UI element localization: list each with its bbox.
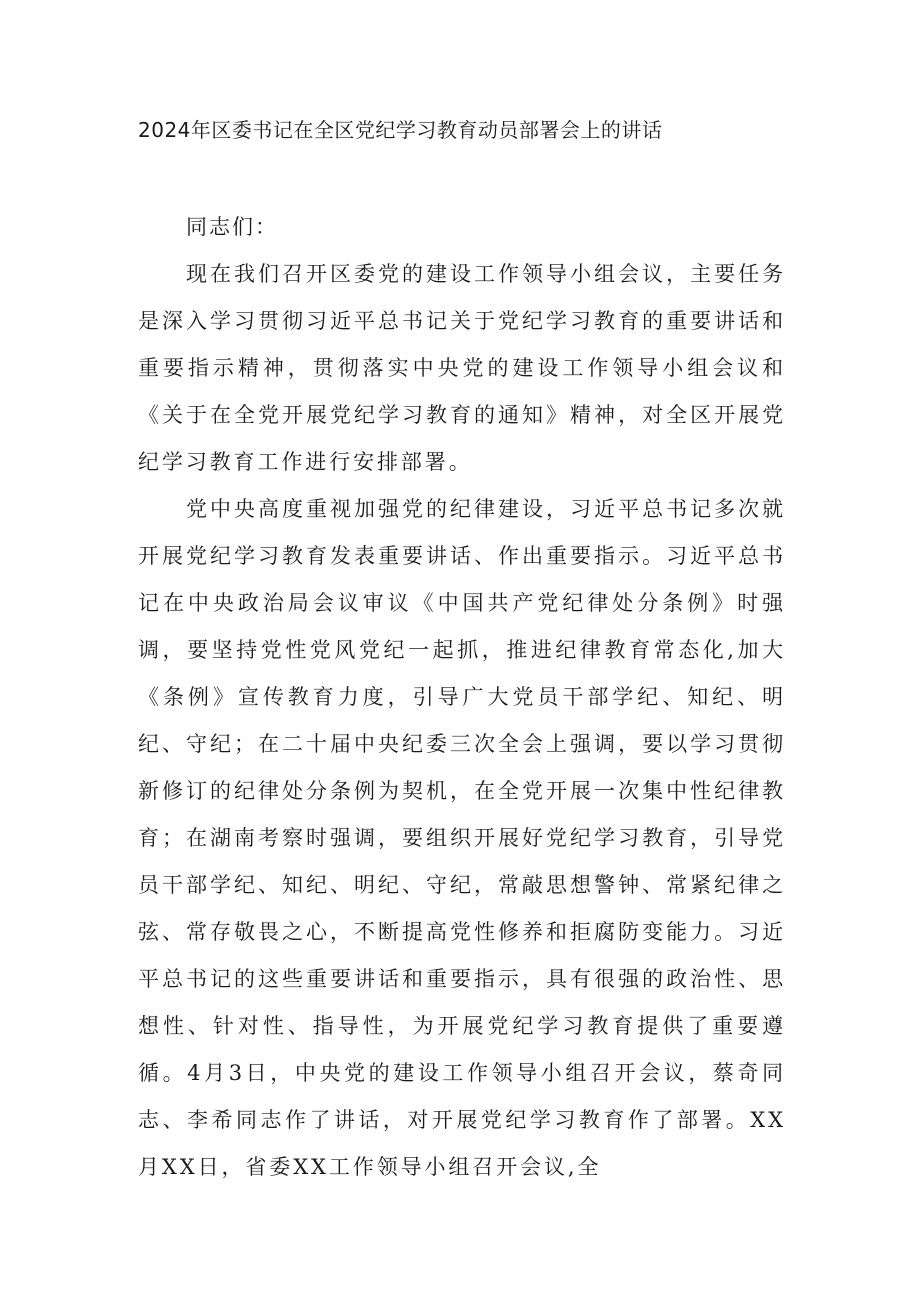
- paragraph-2: 党中央高度重视加强党的纪律建设，习近平总书记多次就开展党纪学习教育发表重要讲话、作出重要指示。习近平总书记在中央政治局会议审议《中国共产党纪律处分条例》时强调，要坚持党性党风党纪一起抓，推进纪律教育常态化,加大《条例》宣传教育力度，引导广大党员干部学纪、知纪、明纪、守纪；在二十届中央纪委三次全会上强调，要以学习贯彻新修订的纪律处分条例为契机，在全党开展一次集中性纪律教育；在湖南考察时强调，要组织开展好党纪学习教育，引导党员干部学纪、知纪、明纪、守纪，常敲思想警钟、常紧纪律之弦、常存敬畏之心，不断提高党性修养和拒腐防变能力。习近平总书记的这些重要讲话和重要指示，具有很强的政治性、思想性、针对性、指导性，为开展党纪学习教育提供了重要遵循。4月3日，中央党的建设工作领导小组召开会议，蔡奇同志、李希同志作了讲话，对开展党纪学习教育作了部署。XX月XX日，省委XX工作领导小组召开会议,全: [138, 497, 786, 1179]
- paragraph-1: 现在我们召开区委党的建设工作领导小组会议，主要任务是深入学习贯彻习近平总书记关于党纪学习教育的重要讲话和重要指示精神，贯彻落实中央党的建设工作领导小组会议和《关于在全党开展党纪学习教育的通知》精神，对全区开展党纪学习教育工作进行安排部署。: [138, 262, 786, 474]
- salutation: 同志们：: [186, 215, 278, 239]
- document-title: 2024年区委书记在全区党纪学习教育动员部署会上的讲话: [138, 118, 663, 142]
- document-body: [138, 204, 786, 1191]
